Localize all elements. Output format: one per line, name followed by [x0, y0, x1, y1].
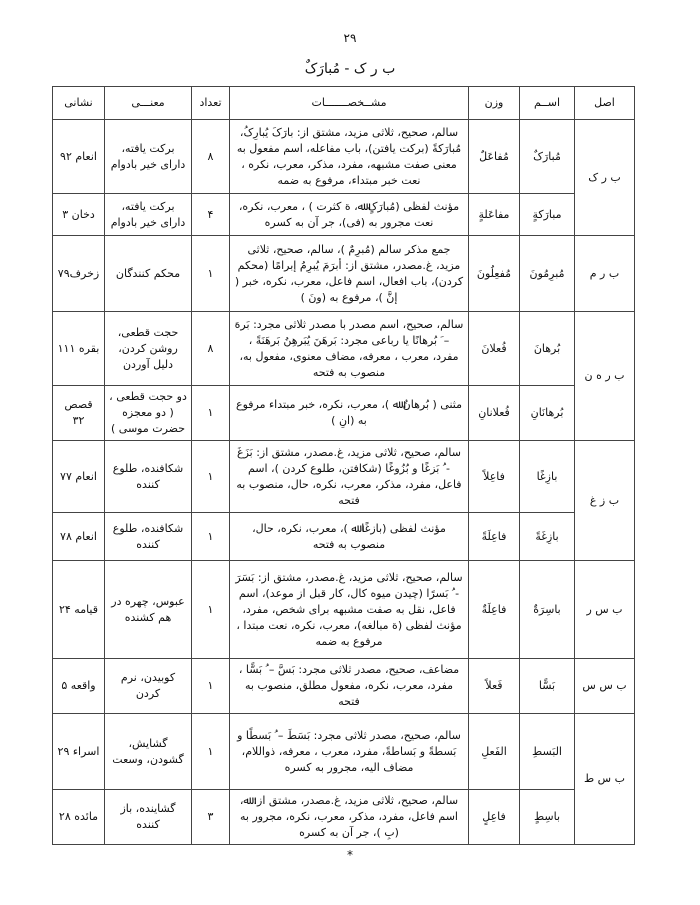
cell-mana: شکافنده، طلوع کننده: [105, 513, 192, 561]
header-asl: اصل: [575, 87, 635, 120]
table-row: [53, 386, 635, 441]
cell-mana: برکت یافته، دارای خیر بادوام: [105, 120, 192, 194]
cell-moshakhasat: مضاعف، صحیح، مصدر ثلاثی مجرد: بَسَّ – ُ بَسًّا ، مفرد، معرب، نکره، مفعول مطلق، منصوب به فتحه: [230, 659, 469, 714]
cell-tedad: ۱: [192, 441, 230, 513]
cell-mana: برکت یافته، دارای خیر بادوام: [105, 194, 192, 236]
cell-moshakhasat: سالم، صحیح، مصدر ثلاثی مجرد: بَسَطَ – ُ بَسطًا و بَسطةً و بَساطةً، مفرد، معرب ، معرفه، ذواللام، مضاف الیه، مجرور به کسره: [230, 714, 469, 790]
table-row: [53, 194, 635, 236]
page-number: ۲۹: [343, 31, 357, 45]
cell-esm: باسِطٍ: [520, 790, 575, 845]
cell-mana: شکافنده، طلوع کننده: [105, 441, 192, 513]
cell-vazn: مُفاعَلٌ: [469, 120, 520, 194]
header-mana: معنـــی: [105, 87, 192, 120]
cell-mana: محکم کنندگان: [105, 236, 192, 312]
cell-asl: ب ر ه ن: [575, 312, 635, 441]
cell-neshani: دخان ۳: [53, 194, 105, 236]
cell-moshakhasat: جمع مذکر سالم (مُبرِمٌ )، سالم، صحیح، ثلاثی مزید، غ.مصدر، مشتق از: أبرَمَ یُبرِمُ إبرامًا (محکم کردن)، باب افعال، اسم فاعل، معرب، نکره، خبر ( إنَّ )، مرفوع به (ونَ ): [230, 236, 469, 312]
cell-moshakhasat: مثنی ( بُرهانٌ ﷲ )، معرب، نکره، خبر مبتداء مرفوع به (انِ ): [230, 386, 469, 441]
header-moshakhasat: مشــخصـــــــات: [230, 87, 469, 120]
cell-moshakhasat: سالم، صحیح، اسم مصدر با مصدر ثلاثی مجرد: بَرهَ – َ بُرهانًا یا رباعی مجرد: بَرهَنَ یُبَرهِنُ بَرهَنَةً ، مفرد، معرب ، معرفه، مضاف معنوی، مفعول به، منصوب به فتحه: [230, 312, 469, 386]
cell-esm: البَسطِ: [520, 714, 575, 790]
cell-vazn: فاعِلٍ: [469, 790, 520, 845]
cell-moshakhasat: مؤنث لفظی (بازغًا ﷲ )، معرب، نکره، حال، منصوب به فتحه: [230, 513, 469, 561]
header-row: [53, 87, 635, 120]
cell-moshakhasat: سالم، صحیح، ثلاثی مزید، غ.مصدر، مشتق از: بَسَرَ - ُ بَسرًا (چیدن میوه کال، کار قبل از موعد)، اسم فاعل، نقل به صفت مشبهه برای شخص، مفرد، مؤنث لفظی (ة مبالغه)، معرب، نکره، نعت مبتدا ، مرفوع به ضمه: [230, 561, 469, 659]
cell-mana: حجت قطعی، روشن کردن، دلیل آوردن: [105, 312, 192, 386]
cell-esm: باسِرَةٌ: [520, 561, 575, 659]
table-row: [53, 790, 635, 845]
cell-vazn: مفاعَلةٍ: [469, 194, 520, 236]
cell-tedad: ۱: [192, 386, 230, 441]
table-row: [53, 561, 635, 659]
cell-moshakhasat: سالم، صحیح، ثلاثی مزید، غ.مصدر، مشتق از: بَزَغَ - ُ بَزغًا و بُزُوغًا (شکافتن، طلوع کردن )، اسم فاعل، مفرد، مذکر، معرب، نکره، حال، منصوب به فتحه: [230, 441, 469, 513]
cell-neshani: واقعه ۵: [53, 659, 105, 714]
cell-asl: ب س ر: [575, 561, 635, 659]
cell-tedad: ۴: [192, 194, 230, 236]
cell-vazn: الفَعلِ: [469, 714, 520, 790]
cell-asl: ب س س: [575, 659, 635, 714]
header-neshani: نشانی: [53, 87, 105, 120]
header-esm: اســم: [520, 87, 575, 120]
table-row: [53, 236, 635, 312]
cell-vazn: فُعلانَ: [469, 312, 520, 386]
cell-vazn: فاعِلَةٌ: [469, 561, 520, 659]
cell-neshani: انعام ۷۸: [53, 513, 105, 561]
cell-esm: بُرهانَ: [520, 312, 575, 386]
cell-mana: گشاینده، باز کننده: [105, 790, 192, 845]
lexicon-table: [52, 86, 635, 845]
cell-mana: دو حجت قطعی ، ( دو معجزه حضرت موسی ): [105, 386, 192, 441]
cell-tedad: ۳: [192, 790, 230, 845]
cell-neshani: قصص ۳۲: [53, 386, 105, 441]
header-vazn: وزن: [469, 87, 520, 120]
cell-neshani: اسراء ۲۹: [53, 714, 105, 790]
cell-neshani: انعام ۷۷: [53, 441, 105, 513]
cell-tedad: ۱: [192, 659, 230, 714]
cell-esm: بازِغَةً: [520, 513, 575, 561]
page-title: ب ر ک - مُبارَکٌ: [304, 61, 396, 77]
cell-asl: ب ز غ: [575, 441, 635, 561]
cell-mana: عبوس، چهره در هم کشنده: [105, 561, 192, 659]
cell-vazn: فُعلانانِ: [469, 386, 520, 441]
cell-esm: بُرهانَانِ: [520, 386, 575, 441]
cell-vazn: مُفعِلُونَ: [469, 236, 520, 312]
cell-tedad: ۱: [192, 513, 230, 561]
cell-moshakhasat: سالم، صحیح، ثلاثی مزید، مشتق از: بارَکَ یُبارِکُ، مُبارَکةً (برکت یافتن)، باب مفاعله، اسم مفعول به معنی صفت مشبهه، مفرد، مذکر، معرب، نکره ، نعت خبر مبتداء، مرفوع به ضمه: [230, 120, 469, 194]
cell-tedad: ۱: [192, 236, 230, 312]
footer-mark: *: [347, 848, 353, 862]
cell-esm: مُبرِمُونَ: [520, 236, 575, 312]
cell-neshani: مائده ۲۸: [53, 790, 105, 845]
cell-moshakhasat: سالم، صحیح، ثلاثی مزید، غ.مصدر، مشتق از: ﷲ، اسم فاعل، مفرد، مذکر، معرب، نکره، مجرور به (بِ )، جر آن به کسره: [230, 790, 469, 845]
cell-vazn: فاعِلاً: [469, 441, 520, 513]
table-row: [53, 513, 635, 561]
cell-neshani: انعام ۹۲: [53, 120, 105, 194]
cell-mana: گشایش، گشودن، وسعت: [105, 714, 192, 790]
header-tedad: تعداد: [192, 87, 230, 120]
table-row: [53, 714, 635, 790]
cell-asl: ب س ط: [575, 714, 635, 845]
table-row: [53, 312, 635, 386]
cell-mana: کوبیدن، نرم کردن: [105, 659, 192, 714]
cell-tedad: ۱: [192, 714, 230, 790]
cell-moshakhasat: مؤنث لفظی (مُبارَکٍ ﷲ، ة کثرت ) ، معرب، نکره، نعت مجرور به (فی)، جر آن به کسره: [230, 194, 469, 236]
cell-tedad: ۱: [192, 561, 230, 659]
cell-neshani: زخرف۷۹: [53, 236, 105, 312]
cell-tedad: ۸: [192, 312, 230, 386]
cell-asl: ب ر م: [575, 236, 635, 312]
cell-esm: بَسًّا: [520, 659, 575, 714]
cell-vazn: فاعِلَةً: [469, 513, 520, 561]
cell-esm: مُبارَکٌ: [520, 120, 575, 194]
cell-esm: مبارَکةٍ: [520, 194, 575, 236]
table-row: [53, 659, 635, 714]
table-row: [53, 120, 635, 194]
cell-neshani: قیامه ۲۴: [53, 561, 105, 659]
cell-esm: بازِغًا: [520, 441, 575, 513]
cell-asl: ب ر ک: [575, 120, 635, 236]
table-row: [53, 441, 635, 513]
cell-vazn: فَعلاً: [469, 659, 520, 714]
cell-tedad: ۸: [192, 120, 230, 194]
cell-neshani: بقره ۱۱۱: [53, 312, 105, 386]
